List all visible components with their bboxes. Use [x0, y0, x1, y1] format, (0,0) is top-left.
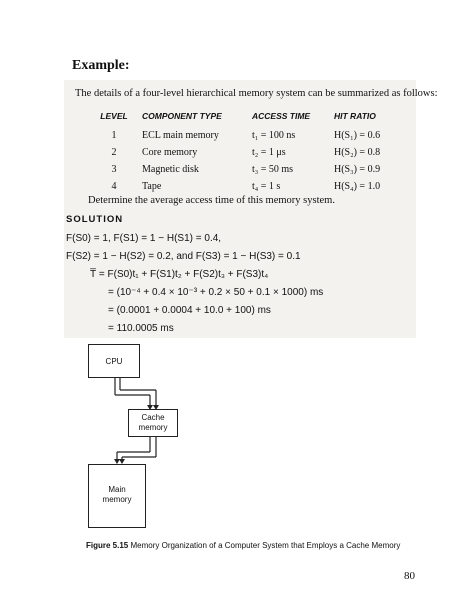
cell-level: 1: [111, 130, 117, 141]
cell-component: Core memory: [142, 147, 198, 158]
header-level: LEVEL: [100, 111, 128, 121]
cell-access-time: t₁ = 100 ns: [252, 130, 296, 141]
cell-access-time: t₄ = 1 s: [252, 181, 281, 192]
problem-intro: The details of a four-level hierarchical memory system can be summarized as follows:: [75, 88, 438, 99]
main-memory-box: [88, 464, 146, 528]
cell-access-time: t₂ = 1 μs: [252, 147, 286, 158]
header-component-type: COMPONENT TYPE: [142, 111, 222, 121]
figure-caption-text: Memory Organization of a Computer System that Employs a Cache Memory: [130, 541, 401, 550]
solution-line-2: F(S2) = 1 − H(S2) = 0.2, and F(S3) = 1 − H(S3) = 0.1: [66, 251, 301, 262]
solution-line-6: = 110.0005 ms: [108, 323, 174, 334]
cell-component: ECL main memory: [142, 130, 219, 141]
figure-number: Figure 5.15: [86, 541, 129, 550]
cell-access-time: t₃ = 50 ms: [252, 164, 294, 175]
header-hit-ratio: HIT RATIO: [334, 111, 376, 121]
solution-line-5: = (0.0001 + 0.0004 + 10.0 + 100) ms: [108, 305, 271, 316]
main-memory-label-line1: Main: [108, 485, 126, 494]
solution-line-4: = (10⁻⁴ + 0.4 × 10⁻³ + 0.2 × 50 + 0.1 × 1000) ms: [108, 287, 324, 298]
cell-component: Tape: [142, 181, 162, 192]
cell-level: 2: [111, 147, 117, 158]
cache-label-line1: Cache: [141, 413, 165, 422]
solution-line-3: T̅ = F(S0)t₁ + F(S1)t₂ + F(S2)t₃ + F(S3)t₄: [90, 269, 269, 280]
cache-label-line2: memory: [138, 423, 168, 432]
cell-hit-ratio: H(S₁) = 0.6: [334, 130, 381, 141]
header-access-time: ACCESS TIME: [252, 111, 311, 121]
solution-title: SOLUTION: [66, 214, 124, 225]
cell-component: Magnetic disk: [142, 164, 199, 175]
cell-level: 3: [111, 164, 117, 175]
cell-hit-ratio: H(S₄) = 1.0: [334, 181, 381, 192]
cell-level: 4: [111, 181, 117, 192]
cache-memory-box: [128, 409, 178, 437]
cell-hit-ratio: H(S₂) = 0.8: [334, 147, 381, 158]
cpu-label: CPU: [105, 357, 123, 366]
page-number: 80: [404, 570, 415, 582]
cpu-box: [88, 344, 140, 378]
figure-caption: [86, 541, 400, 550]
cell-hit-ratio: H(S₃) = 0.9: [334, 164, 381, 175]
solution-line-1: F(S0) = 1, F(S1) = 1 − H(S1) = 0.4,: [66, 233, 222, 244]
problem-task: Determine the average access time of this memory system.: [88, 195, 335, 206]
example-heading: Example:: [72, 58, 130, 73]
main-memory-label-line2: memory: [102, 495, 132, 504]
